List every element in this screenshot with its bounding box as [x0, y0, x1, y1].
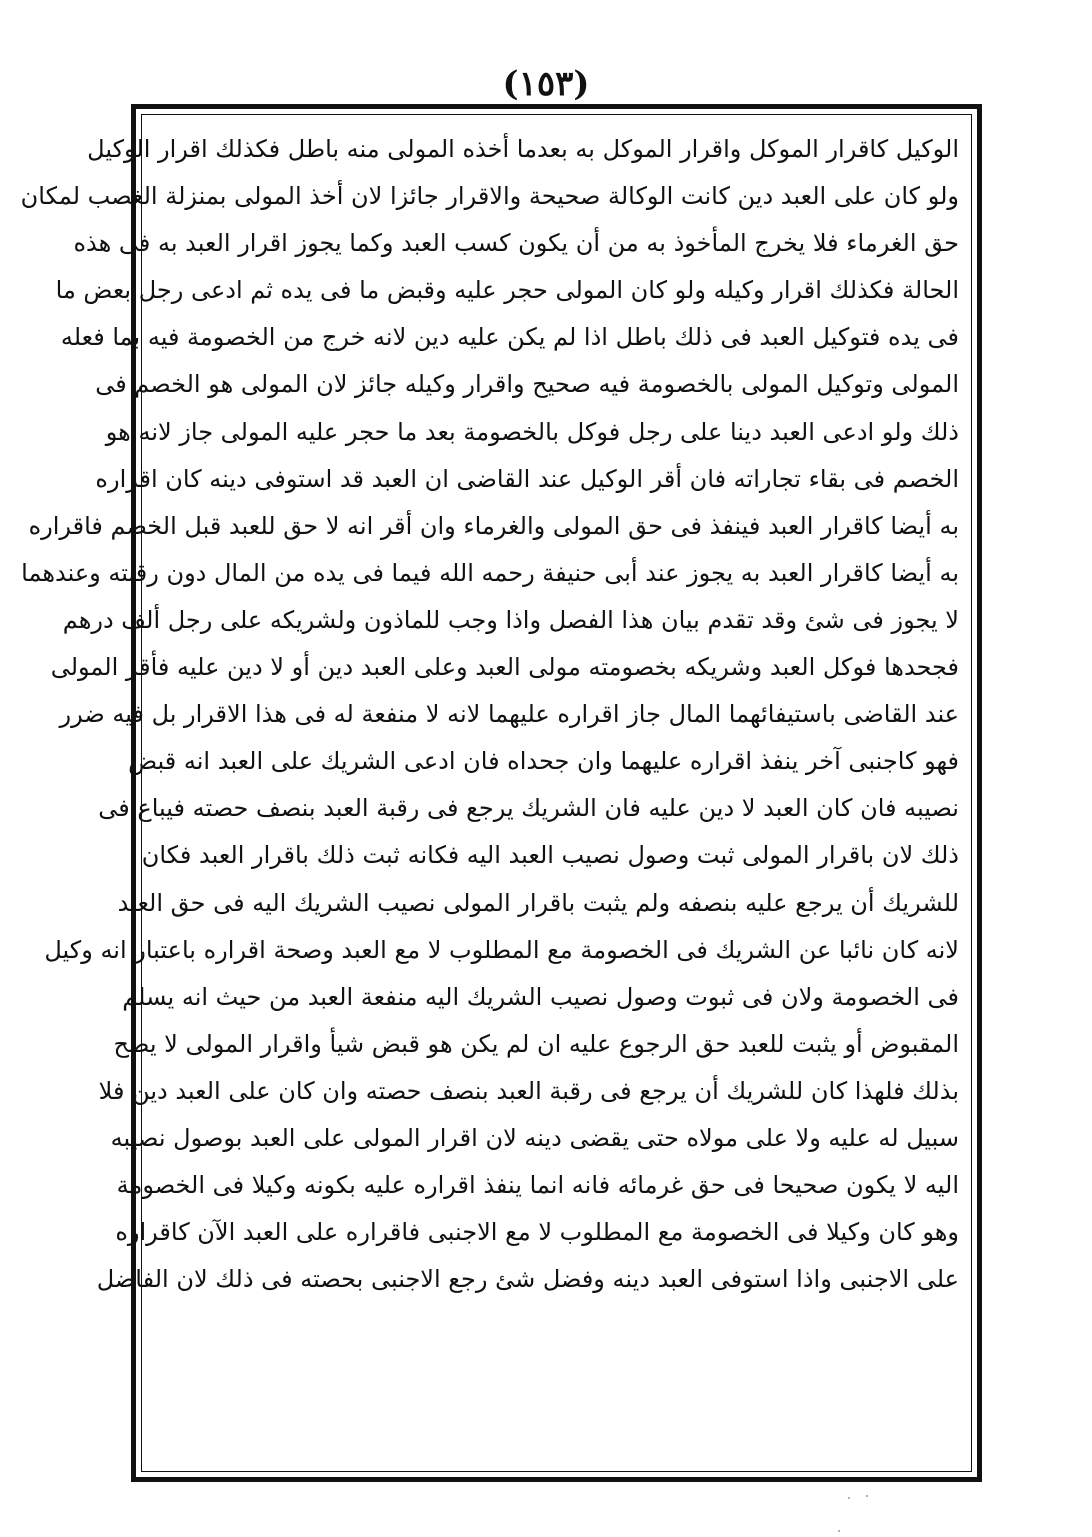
text-line-4: الحالة فكذلك اقرار وكيله ولو كان المولى حجر عليه وقبض ما فى يده ثم ادعى رجل بعض ما	[55, 276, 959, 305]
text-line-6: المولى وتوكيل المولى بالخصومة فيه صحيح واقرار وكيله جائز لان المولى هو الخصم فى	[95, 370, 959, 399]
text-line-11: لا يجوز فى شئ وقد تقدم بيان هذا الفصل واذا وجب للماذون ولشريكه على رجل ألف درهم	[62, 605, 959, 634]
text-line-2: ولو كان على العبد دين كانت الوكالة صحيحة والاقرار جائزا لان أخذ المولى بمنزلة الغصب لمكان	[20, 182, 959, 211]
text-line-12: فجحدها فوكل العبد وشريكه بخصومته مولى العبد وعلى العبد دين أو لا دين عليه فأقر المولى	[50, 653, 959, 682]
text-line-21: بذلك فلهذا كان للشريك أن يرجع فى رقبة العبد بنصف حصته وان كان على العبد دين فلا	[98, 1076, 959, 1105]
text-line-24: وهو كان وكيلا فى الخصومة مع المطلوب لا مع الاجنبى فاقراره على العبد الآن كاقراره	[115, 1218, 959, 1247]
text-line-5: فى يده فتوكيل العبد فى ذلك باطل اذا لم يكن عليه دين لانه خرج من الخصومة فيه بما فعله	[60, 323, 959, 352]
text-line-25: على الاجنبى واذا استوفى العبد دينه وفضل شئ رجع الاجنبى بحصته فى ذلك لان الفاضل	[96, 1265, 959, 1294]
text-line-7: ذلك ولو ادعى العبد دينا على رجل فوكل بالخصومة بعد ما حجر عليه المولى جاز لانه هو	[105, 417, 959, 446]
text-body	[20, 126, 963, 1466]
text-line-15: نصيبه فان كان العبد لا دين عليه فان الشريك يرجع فى رقبة العبد بنصف حصته فيباع فى	[98, 794, 959, 823]
text-line-19: فى الخصومة ولان فى ثبوت وصول نصيب الشريك اليه منفعة العبد من حيث انه يسلم	[122, 982, 959, 1011]
text-line-23: اليه لا يكون صحيحا فى حق غرمائه فانه انما ينفذ اقراره عليه بكونه وكيلا فى الخصومة	[116, 1171, 959, 1200]
text-line-3: حق الغرماء فلا يخرج المأخوذ به من أن يكون كسب العبد وكما يجوز اقرار العبد به فى هذه	[73, 229, 959, 258]
text-line-13: عند القاضى باستيفائهما المال جاز اقراره عليهما لانه لا منفعة له فى هذا الاقرار بل فيه ضرر	[59, 700, 959, 729]
text-line-17: للشريك أن يرجع عليه بنصفه ولم يثبت باقرار المولى نصيب الشريك اليه فى حق العبد	[117, 888, 959, 917]
scan-speck	[866, 1495, 868, 1497]
text-line-22: سبيل له عليه ولا على مولاه حتى يقضى دينه لان اقرار المولى على العبد بوصول نصيبه	[110, 1123, 959, 1152]
text-line-20: المقبوض أو يثبت للعبد حق الرجوع عليه ان لم يكن هو قبض شيأ واقرار المولى لا يصح	[113, 1029, 959, 1058]
scan-speck	[848, 1497, 850, 1499]
scan-speck	[838, 1530, 840, 1532]
text-line-8: الخصم فى بقاء تجاراته فان أقر الوكيل عند القاضى ان العبد قد استوفى دينه كان اقراره	[95, 464, 959, 493]
text-line-14: فهو كاجنبى آخر ينفذ اقراره عليهما وان جحداه فان ادعى الشريك على العبد انه قبض	[128, 747, 959, 776]
text-line-10: به أيضا كاقرار العبد به يجوز عند أبى حنيفة رحمه الله فيما فى يده من المال دون رقبته وعندهما	[21, 558, 959, 587]
text-line-1: الوكيل كاقرار الموكل واقرار الموكل به بعدما أخذه المولى منه باطل فكذلك اقرار الوكيل	[87, 135, 959, 163]
page-number: (١٥٣)	[502, 64, 590, 104]
text-line-18: لانه كان نائبا عن الشريك فى الخصومة مع المطلوب لا مع العبد وصحة اقراره باعتبار انه وكيل	[44, 935, 959, 964]
text-line-9: به أيضا كاقرار العبد فينفذ فى حق المولى والغرماء وان أقر انه لا حق للعبد قبل الخصم فاقراره	[28, 511, 959, 540]
text-line-16: ذلك لان باقرار المولى ثبت وصول نصيب العبد اليه فكانه ثبت ذلك باقرار العبد فكان	[141, 841, 959, 870]
